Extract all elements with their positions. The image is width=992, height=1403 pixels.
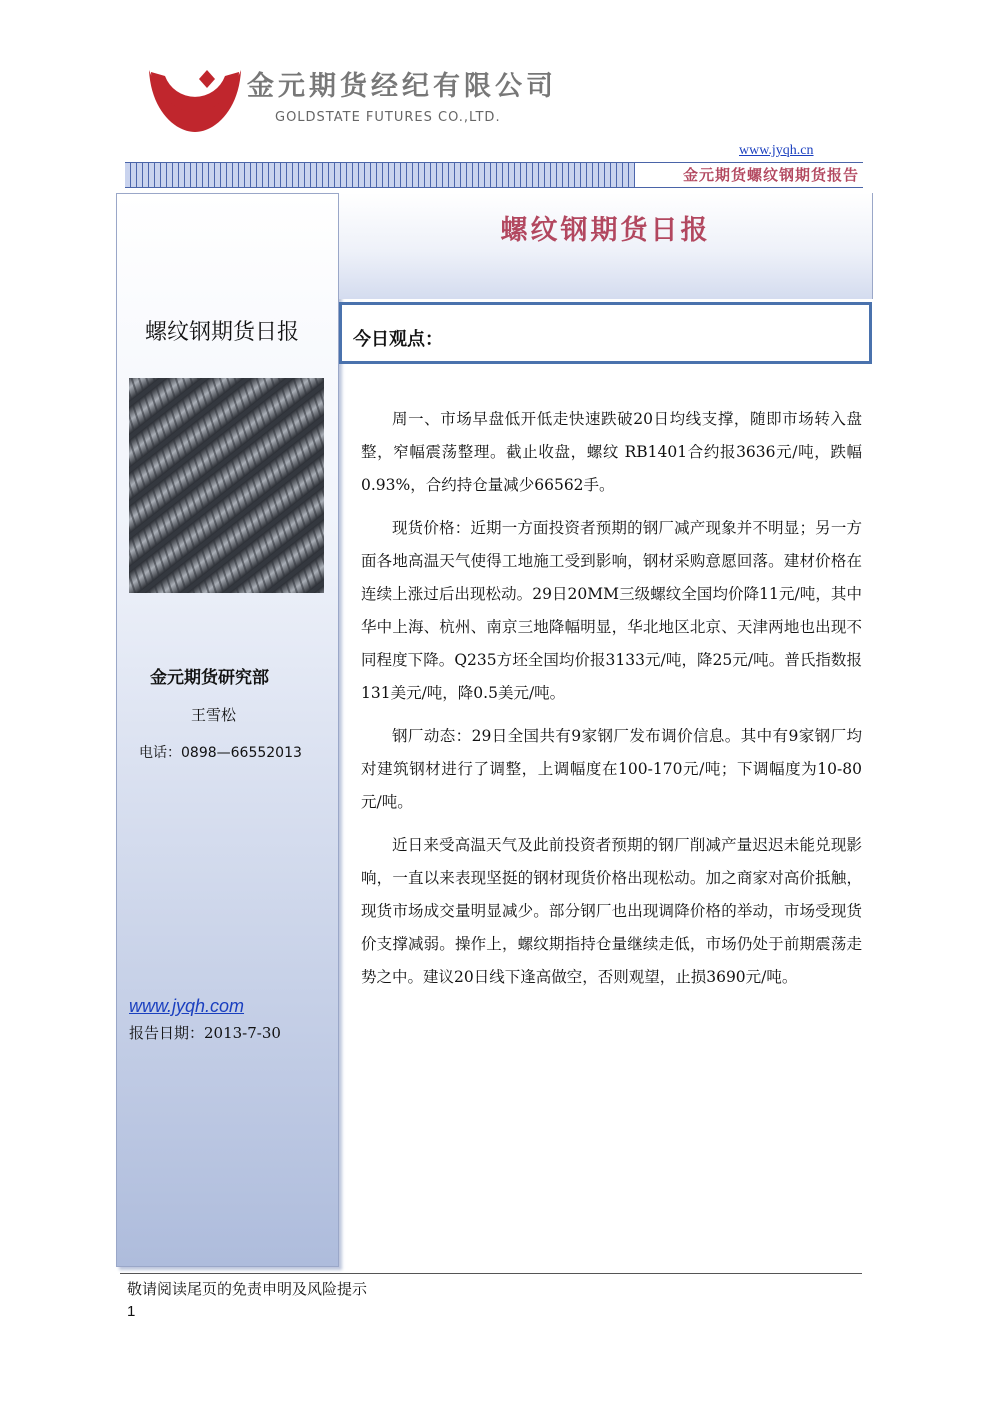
research-department: 金元期货研究部 — [150, 668, 269, 688]
logo-emblem-icon — [145, 48, 245, 140]
sidebar-panel — [116, 193, 339, 1267]
report-series-label: 金元期货螺纹钢期货报告 — [635, 163, 863, 187]
sidebar-website-link[interactable]: www.jyqh.com — [129, 996, 245, 1016]
company-logo — [145, 48, 575, 140]
footer-divider — [120, 1273, 862, 1274]
contact-phone: 电话：0898—66552013 — [139, 745, 302, 761]
author-name: 王雪松 — [191, 706, 237, 724]
paragraph-spot-prices: 现货价格：近期一方面投资者预期的钢厂减产现象并不明显；另一方面各地高温天气使得工地施工受到影响，钢材采购意愿回落。建材价格在连续上涨过后出现松动。29日20MM三级螺纹全国均价降11元/吨，其中华中上海、杭州、南京三地降幅明显，华北地区北京、天津两地也出现不同程度下降。Q235方坯全国均价报3133元/吨，降25元/吨。普氏指数报131美元/吨，降0.5美元/吨。 — [361, 519, 862, 702]
rebar-photo — [129, 378, 324, 593]
paragraph-outlook: 近日来受高温天气及此前投资者预期的钢厂削减产量迟迟未能兑现影响，一直以来表现坚挺的钢材现货价格出现松动。加之商家对高价抵触，现货市场成交量明显减少。部分钢厂也出现调降价格的举动，市场受现货价支撑减弱。操作上，螺纹期指持仓量继续走低，市场仍处于前期震荡走势之中。建议20日线下逢高做空，否则观望，止损3690元/吨。 — [361, 836, 862, 986]
company-name-en: GOLDSTATE FUTURES CO.,LTD. — [275, 110, 501, 125]
viewpoint-heading-box — [339, 302, 872, 364]
page-number: 1 — [127, 1303, 136, 1320]
sidebar-title: 螺纹钢期货日报 — [145, 320, 300, 345]
company-name-cn: 金元期货经纪有限公司 — [247, 71, 557, 102]
viewpoint-heading: 今日观点： — [353, 329, 443, 350]
report-date: 报告日期：2013-7-30 — [129, 1024, 281, 1042]
header-banner — [125, 162, 863, 188]
paragraph-market-summary: 周一、市场早盘低开低走快速跌破20日均线支撑，随即市场转入盘整，窄幅震荡整理。截止收盘，螺纹 RB1401合约报3636元/吨，跌幅0.93%，合约持仓量减少66562手。 — [361, 410, 862, 494]
disclaimer-note: 敬请阅读尾页的免责申明及风险提示 — [127, 1280, 368, 1298]
paragraph-mill-news: 钢厂动态：29日全国共有9家钢厂发布调价信息。其中有9家钢厂均对建筑钢材进行了调整，上调幅度在100-170元/吨；下调幅度为10-80元/吨。 — [361, 727, 862, 811]
header-website-link[interactable]: www.jyqh.cn — [739, 143, 814, 158]
page-title: 螺纹钢期货日报 — [500, 215, 711, 246]
title-banner — [339, 193, 873, 299]
report-body — [361, 403, 862, 1004]
